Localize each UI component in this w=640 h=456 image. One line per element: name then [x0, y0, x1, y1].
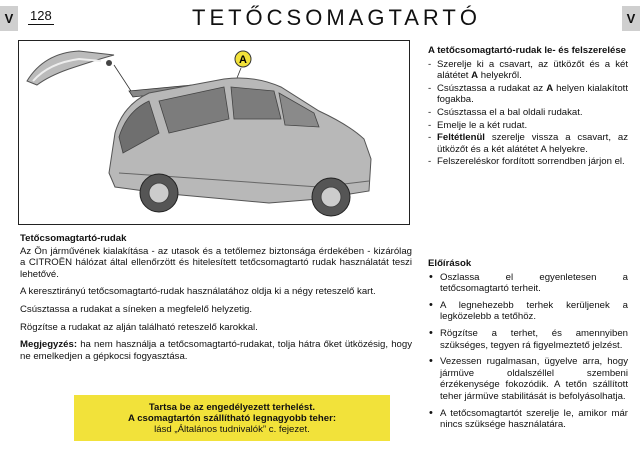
list-item: - Emelje le a két rudat.: [428, 120, 628, 132]
list-item: • Vezessen rugalmasan, ügyelve arra, hogy jármüve oldalszéllel szembeni érzékenysége fokozódik. A tetőn szállított teher jármüve stabilitását is befolyásolhatja.: [428, 356, 628, 402]
roof-bars-title: Tetőcsomagtartó-rudak: [20, 233, 127, 244]
paragraph: A keresztirányú tetőcsomagtartó-rudak használatához oldja ki a négy reteszelő kart.: [20, 286, 376, 298]
roof-bars-section: [20, 233, 412, 368]
list-item: • Rögzítse a terhet, és amennyiben szükséges, tegyen rá figyelmeztető jelzést.: [428, 328, 628, 351]
section-tab-right: [622, 6, 640, 31]
list-item: • A legnehezebb terhek kerüljenek a legközelebb a tetőhöz.: [428, 300, 628, 323]
minivan-drawing: [19, 41, 409, 224]
removal-section: [428, 45, 628, 169]
list-item: - Feltétlenül szerelje vissza a csavart, az ütközőt és a két alátétet A helyekre.: [428, 132, 628, 155]
callout-a-label: A: [239, 54, 247, 66]
list-item: - Felszereléskor fordított sorrendben járjon el.: [428, 156, 628, 168]
page-number: 128: [30, 8, 52, 23]
removal-steps-list: [428, 59, 628, 168]
section-tab-letter: V: [626, 11, 636, 26]
precautions-list: [428, 272, 628, 431]
warning-line-3: lásd „Általános tudnivalók” c. fejezet.: [154, 423, 310, 435]
paragraph: Rögzítse a rudakat az alján található reteszelő karokkal.: [20, 321, 258, 333]
note-label: Megjegyzés:: [20, 339, 78, 351]
list-item: - Szerelje ki a csavart, az ütközőt és a két alátétet A helyekről.: [428, 59, 628, 82]
list-item: - Csúsztassa el a bal oldali rudakat.: [428, 107, 628, 119]
list-item: • A tetőcsomagtartót szerelje le, amikor már nincs szüksége használatára.: [428, 408, 628, 431]
warning-line-2: A csomagtartón szállítható legnagyobb teher:: [127, 412, 337, 424]
precautions-section: [428, 258, 628, 436]
section-tab-left: [0, 6, 18, 31]
section-tab-letter: V: [4, 11, 14, 26]
paragraph: Az Ön járművének kialakítása - az utasok és a tetőlemez biztonsága érdekében - kizárólag a CITROËN hálózat által ellenőrzött és hitelesített tetőcsomagtartó rudak használatát teszi lehetővé.: [20, 245, 412, 280]
page-title: TETŐCSOMAGTARTÓ: [192, 5, 481, 30]
note-text: ha nem használja a tetőcsomagtartó-rudakat, tolja hátra őket ütközésig, hogy ne emelkedjen a gépkocsi fogyasztása.: [20, 339, 412, 362]
precautions-title: Előírások: [428, 258, 472, 269]
list-item: • Oszlassa el egyenletesen a tetőcsomagtartó terheit.: [428, 272, 628, 295]
warning-line-1: Tartsa be az engedélyezett terhelést.: [148, 401, 316, 413]
paragraph: Csúsztassa a rudakat a síneken a megfelelő helyzetig.: [20, 303, 252, 315]
list-item: - Csúsztassa a rudakat az A helyen kialakított fogakba.: [428, 83, 628, 106]
removal-section-title: A tetőcsomagtartó-rudak le- és felszerelése: [428, 45, 626, 56]
note-paragraph: [20, 339, 412, 362]
load-warning-box: [74, 395, 390, 441]
car-roof-rack-illustration: [18, 40, 410, 225]
